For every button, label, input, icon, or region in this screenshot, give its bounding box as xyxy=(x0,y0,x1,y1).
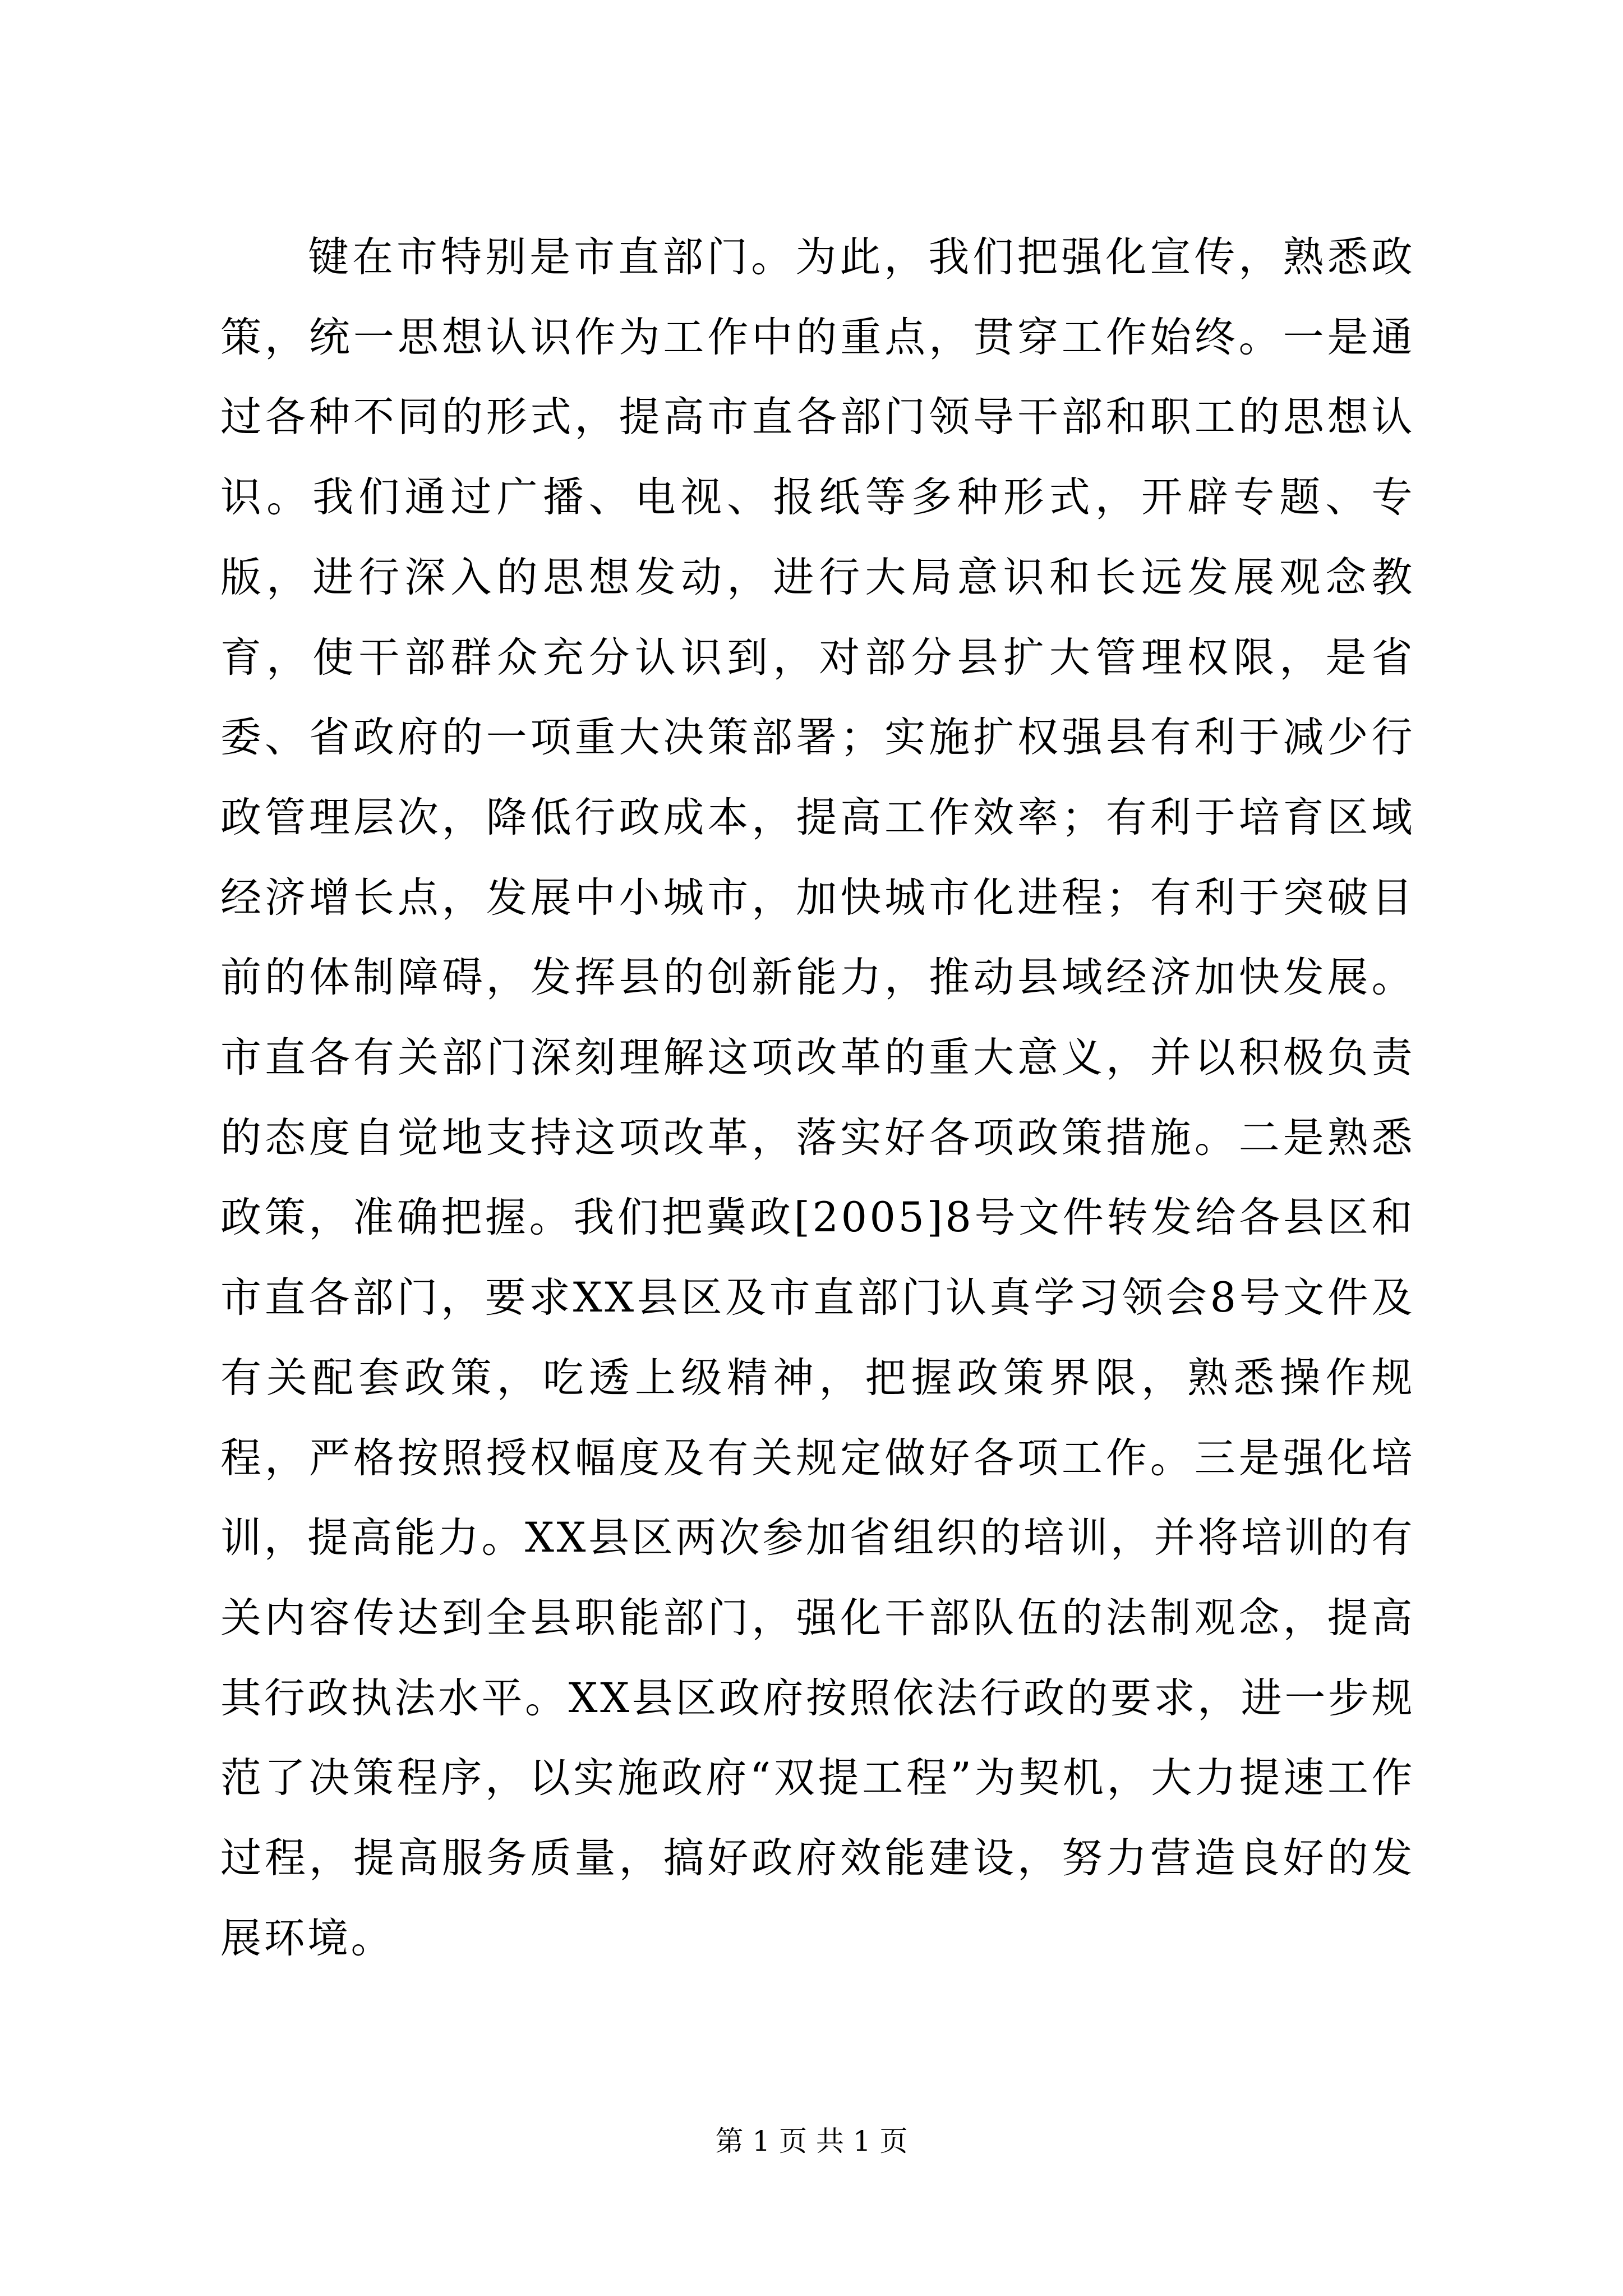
body-paragraph: 键在市特别是市直部门。为此，我们把强化宣传，熟悉政策，统一思想认识作为工作中的重点，贯穿工作始终。一是通过各种不同的形式，提高市直各部门领导干部和职工的思想认识。我们通过广播、电视、报纸等多种形式，开辟专题、专版，进行深入的思想发动，进行大局意识和长远发展观念教育，使干部群众充分认识到，对部分县扩大管理权限，是省委、省政府的一项重大决策部署；实施扩权强县有利于减少行政管理层次，降低行政成本，提高工作效率；有利于培育区域经济增长点，发展中小城市，加快城市化进程；有利于突破目前的体制障碍，发挥县的创新能力，推动县域经济加快发展。市直各有关部门深刻理解这项改革的重大意义，并以积极负责的态度自觉地支持这项改革，落实好各项政策措施。二是熟悉政策，准确把握。我们把冀政[2005]8号文件转发给各县区和市直各部门，要求XX县区及市直部门认真学习领会8号文件及有关配套政策，吃透上级精神，把握政策界限，熟悉操作规程，严格按照授权幅度及有关规定做好各项工作。三是强化培训，提高能力。XX县区两次参加省组织的培训，并将培训的有关内容传达到全县职能部门，强化干部队伍的法制观念，提高其行政执法水平。XX县区政府按照依法行政的要求，进一步规范了决策程序，以实施政府“双提工程”为契机，大力提速工作过程，提高服务质量，搞好政府效能建设，努力营造良好的发展环境。 xyxy=(220,233,1415,1962)
page-number: 第 1 页 共 1 页 xyxy=(715,2125,908,2157)
